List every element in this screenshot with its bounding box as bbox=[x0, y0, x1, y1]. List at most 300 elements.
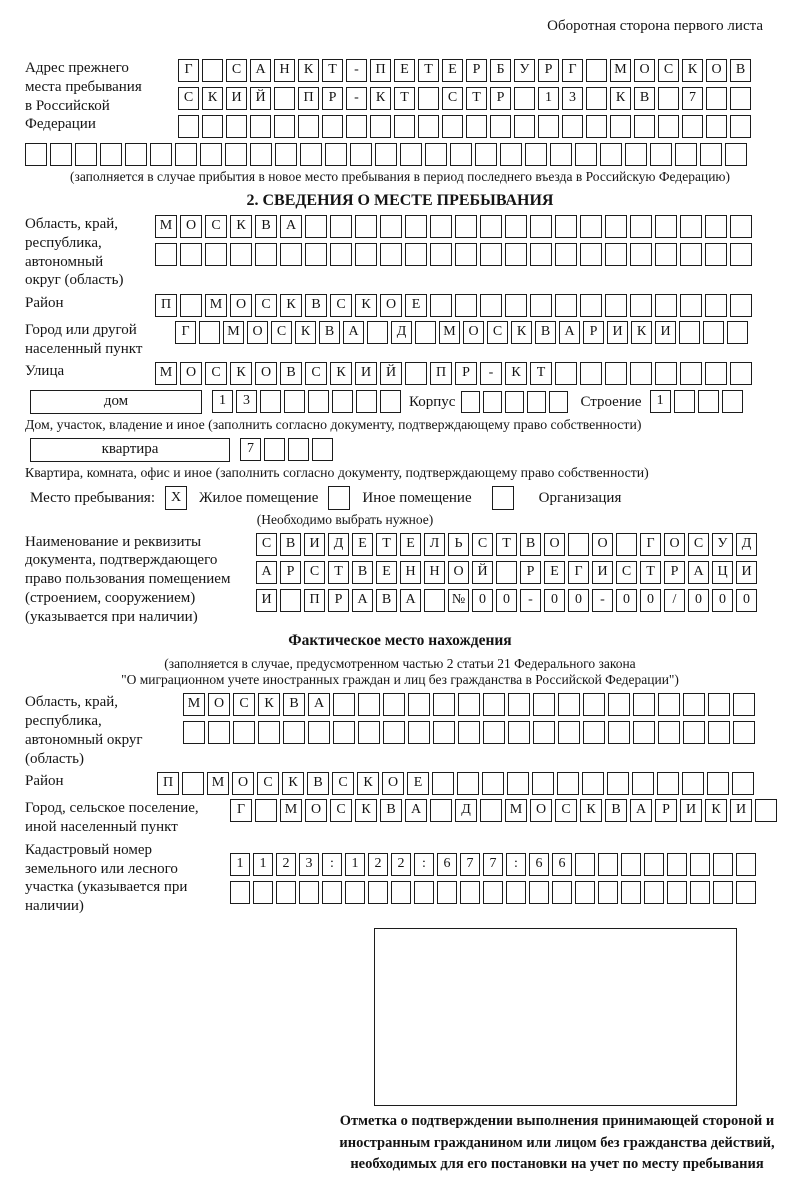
char-cell bbox=[455, 215, 477, 238]
char-cell bbox=[674, 390, 695, 413]
char-cell: 0 bbox=[616, 589, 637, 612]
fact-region-label: Область, край, республика, автономный округ (область) bbox=[25, 694, 143, 767]
char-cell: М bbox=[610, 59, 631, 82]
char-cell: 2 bbox=[368, 853, 388, 876]
char-cell: Т bbox=[322, 59, 343, 82]
char-cell bbox=[568, 533, 589, 556]
char-cell: О bbox=[230, 294, 252, 317]
char-cell bbox=[250, 115, 271, 138]
char-cell: : bbox=[506, 853, 526, 876]
apartment-row bbox=[25, 438, 775, 462]
char-cell: И bbox=[655, 321, 676, 344]
char-cell bbox=[346, 115, 367, 138]
char-cell: А bbox=[308, 693, 330, 716]
document-grid-row-1 bbox=[256, 533, 757, 556]
prev-address-grid-row-1 bbox=[178, 59, 751, 82]
actual-location-note-2: "О миграционном учете иностранных граждан и лиц без гражданства в Российской Федерации") bbox=[121, 672, 679, 688]
char-cell bbox=[705, 243, 727, 266]
char-cell bbox=[274, 87, 295, 110]
char-cell: С bbox=[442, 87, 463, 110]
char-cell bbox=[698, 390, 719, 413]
char-cell: Р bbox=[455, 362, 477, 385]
char-cell bbox=[460, 881, 480, 904]
char-cell bbox=[658, 721, 680, 744]
char-cell bbox=[230, 881, 250, 904]
char-cell bbox=[680, 362, 702, 385]
char-cell bbox=[380, 243, 402, 266]
actual-location-title: Фактическое место нахождения bbox=[288, 632, 512, 650]
char-cell bbox=[527, 391, 546, 413]
char-cell bbox=[621, 881, 641, 904]
char-cell bbox=[482, 772, 504, 795]
char-cell: М bbox=[155, 362, 177, 385]
char-cell bbox=[575, 143, 597, 166]
char-cell bbox=[533, 721, 555, 744]
fact-region-row bbox=[25, 693, 775, 768]
char-cell: Й bbox=[380, 362, 402, 385]
char-cell bbox=[275, 143, 297, 166]
char-cell bbox=[644, 853, 664, 876]
char-cell: П bbox=[157, 772, 179, 795]
prev-address-block bbox=[25, 59, 775, 138]
char-cell bbox=[730, 294, 752, 317]
street-grid bbox=[155, 362, 752, 385]
char-cell: А bbox=[688, 561, 709, 584]
char-cell: И bbox=[736, 561, 757, 584]
char-cell bbox=[657, 772, 679, 795]
char-cell bbox=[455, 294, 477, 317]
char-cell bbox=[582, 772, 604, 795]
char-cell bbox=[430, 243, 452, 266]
char-cell bbox=[437, 881, 457, 904]
char-cell: : bbox=[414, 853, 434, 876]
char-cell bbox=[480, 799, 502, 822]
char-cell: Т bbox=[394, 87, 415, 110]
char-cell: С bbox=[305, 362, 327, 385]
back-side-label: Оборотная сторона первого листа bbox=[547, 18, 763, 34]
char-cell: - bbox=[592, 589, 613, 612]
char-cell bbox=[383, 693, 405, 716]
apartment-name-box: квартира bbox=[30, 438, 230, 462]
char-cell bbox=[480, 243, 502, 266]
char-cell bbox=[733, 693, 755, 716]
char-cell bbox=[391, 881, 411, 904]
char-cell bbox=[608, 693, 630, 716]
char-cell: С bbox=[178, 87, 199, 110]
char-cell bbox=[380, 390, 401, 413]
fact-region-grid-row-2 bbox=[183, 721, 755, 744]
char-cell bbox=[199, 321, 220, 344]
char-cell bbox=[725, 143, 747, 166]
char-cell: 1 bbox=[650, 390, 671, 413]
char-cell: 7 bbox=[483, 853, 503, 876]
char-cell bbox=[557, 772, 579, 795]
prev-address-grid-row-4 bbox=[25, 143, 775, 166]
char-cell: К bbox=[280, 294, 302, 317]
char-cell bbox=[605, 294, 627, 317]
char-cell bbox=[284, 390, 305, 413]
char-cell: № bbox=[448, 589, 469, 612]
char-cell bbox=[325, 143, 347, 166]
char-cell: В bbox=[634, 87, 655, 110]
char-cell: И bbox=[226, 87, 247, 110]
char-cell bbox=[280, 589, 301, 612]
fact-district-row bbox=[25, 772, 775, 795]
char-cell bbox=[260, 390, 281, 413]
char-cell bbox=[312, 438, 333, 461]
char-cell bbox=[530, 294, 552, 317]
char-cell: Р bbox=[490, 87, 511, 110]
char-cell: М bbox=[439, 321, 460, 344]
char-cell bbox=[155, 243, 177, 266]
char-cell bbox=[605, 243, 627, 266]
char-cell bbox=[605, 215, 627, 238]
char-cell bbox=[580, 215, 602, 238]
char-cell bbox=[562, 115, 583, 138]
actual-location-note-1: (заполняется в случае, предусмотренном частью 2 статьи 21 Федерального закона bbox=[164, 656, 636, 672]
char-cell bbox=[180, 294, 202, 317]
char-cell: В bbox=[380, 799, 402, 822]
char-cell: О bbox=[380, 294, 402, 317]
char-cell bbox=[703, 321, 724, 344]
char-cell: О bbox=[634, 59, 655, 82]
char-cell: О bbox=[305, 799, 327, 822]
char-cell bbox=[514, 87, 535, 110]
char-cell: 1 bbox=[230, 853, 250, 876]
char-cell bbox=[345, 881, 365, 904]
char-cell: 1 bbox=[345, 853, 365, 876]
char-cell: В bbox=[520, 533, 541, 556]
char-cell bbox=[727, 321, 748, 344]
char-cell bbox=[583, 693, 605, 716]
char-cell bbox=[575, 881, 595, 904]
char-cell bbox=[675, 143, 697, 166]
char-cell bbox=[332, 390, 353, 413]
char-cell: А bbox=[405, 799, 427, 822]
char-cell bbox=[713, 853, 733, 876]
char-cell bbox=[255, 799, 277, 822]
char-cell: Р bbox=[520, 561, 541, 584]
char-cell: Е bbox=[544, 561, 565, 584]
stay-place-label: Место пребывания: bbox=[30, 489, 155, 506]
char-cell bbox=[506, 881, 526, 904]
stamp-box bbox=[374, 928, 737, 1106]
char-cell bbox=[483, 721, 505, 744]
char-cell bbox=[405, 215, 427, 238]
char-cell bbox=[529, 881, 549, 904]
char-cell bbox=[380, 215, 402, 238]
char-cell bbox=[355, 215, 377, 238]
char-cell: 0 bbox=[736, 589, 757, 612]
char-cell bbox=[555, 215, 577, 238]
char-cell bbox=[708, 693, 730, 716]
char-cell: М bbox=[505, 799, 527, 822]
char-cell: С bbox=[555, 799, 577, 822]
char-cell bbox=[730, 215, 752, 238]
city-label: Город или другой населенный пункт bbox=[25, 322, 143, 357]
char-cell: К bbox=[230, 362, 252, 385]
char-cell bbox=[580, 243, 602, 266]
char-cell bbox=[514, 115, 535, 138]
char-cell: - bbox=[480, 362, 502, 385]
char-cell: С bbox=[487, 321, 508, 344]
char-cell bbox=[621, 853, 641, 876]
stamp-caption: Отметка о подтверждении выполнения принимающей стороной и иностранным гражданином или лицом без гражданства действий, необходимых для его постановки на учет по месту пребывания bbox=[339, 1112, 775, 1173]
char-cell bbox=[598, 853, 618, 876]
char-cell: Д bbox=[391, 321, 412, 344]
other-premises-checkbox bbox=[328, 486, 350, 510]
char-cell bbox=[202, 115, 223, 138]
prev-address-grid-row-2 bbox=[178, 87, 751, 110]
char-cell bbox=[330, 215, 352, 238]
char-cell: К bbox=[330, 362, 352, 385]
char-cell: О bbox=[180, 362, 202, 385]
char-cell: С bbox=[257, 772, 279, 795]
char-cell: 1 bbox=[253, 853, 273, 876]
char-cell bbox=[333, 721, 355, 744]
char-cell bbox=[700, 143, 722, 166]
char-cell bbox=[525, 143, 547, 166]
char-cell: О bbox=[247, 321, 268, 344]
document-block bbox=[25, 533, 775, 627]
char-cell: С bbox=[226, 59, 247, 82]
char-cell bbox=[125, 143, 147, 166]
char-cell bbox=[733, 721, 755, 744]
char-cell: Д bbox=[736, 533, 757, 556]
char-cell bbox=[230, 243, 252, 266]
char-cell bbox=[736, 881, 756, 904]
fact-city-row bbox=[25, 799, 775, 837]
char-cell bbox=[755, 799, 777, 822]
char-cell bbox=[625, 143, 647, 166]
char-cell: Е bbox=[352, 533, 373, 556]
char-cell: 0 bbox=[712, 589, 733, 612]
char-cell bbox=[418, 87, 439, 110]
char-cell bbox=[150, 143, 172, 166]
char-cell: Г bbox=[175, 321, 196, 344]
cadastral-row bbox=[25, 841, 775, 916]
char-cell bbox=[356, 390, 377, 413]
other-premises-option-label: Иное помещение bbox=[362, 489, 472, 506]
char-cell bbox=[736, 853, 756, 876]
house-row bbox=[25, 390, 775, 414]
residential-checkbox: X bbox=[165, 486, 187, 510]
street-label: Улица bbox=[25, 362, 65, 379]
char-cell: С bbox=[205, 215, 227, 238]
char-cell bbox=[608, 721, 630, 744]
char-cell bbox=[350, 143, 372, 166]
char-cell bbox=[299, 881, 319, 904]
char-cell bbox=[233, 721, 255, 744]
char-cell: С bbox=[330, 799, 352, 822]
char-cell: С bbox=[330, 294, 352, 317]
char-cell bbox=[655, 294, 677, 317]
char-cell bbox=[658, 115, 679, 138]
prev-address-grids bbox=[178, 59, 751, 138]
char-cell bbox=[408, 693, 430, 716]
char-cell bbox=[610, 115, 631, 138]
char-cell bbox=[505, 215, 527, 238]
char-cell bbox=[586, 87, 607, 110]
document-grid-row-3 bbox=[256, 589, 757, 612]
char-cell: С bbox=[658, 59, 679, 82]
char-cell: К bbox=[298, 59, 319, 82]
char-cell bbox=[683, 693, 705, 716]
char-cell bbox=[414, 881, 434, 904]
char-cell bbox=[258, 721, 280, 744]
char-cell: С bbox=[472, 533, 493, 556]
char-cell: Д bbox=[328, 533, 349, 556]
char-cell: В bbox=[730, 59, 751, 82]
char-cell bbox=[730, 243, 752, 266]
char-cell: Г bbox=[230, 799, 252, 822]
char-cell bbox=[333, 693, 355, 716]
char-cell: Т bbox=[530, 362, 552, 385]
char-cell: Г bbox=[568, 561, 589, 584]
char-cell bbox=[555, 362, 577, 385]
stroenie-grid bbox=[650, 390, 743, 413]
district-row bbox=[25, 294, 775, 317]
char-cell bbox=[305, 243, 327, 266]
char-cell: Р bbox=[466, 59, 487, 82]
char-cell: 3 bbox=[299, 853, 319, 876]
char-cell bbox=[607, 772, 629, 795]
char-cell: Н bbox=[424, 561, 445, 584]
stay-place-row bbox=[25, 486, 775, 510]
char-cell bbox=[355, 243, 377, 266]
char-cell bbox=[264, 438, 285, 461]
char-cell bbox=[490, 115, 511, 138]
char-cell bbox=[555, 294, 577, 317]
char-cell: 3 bbox=[562, 87, 583, 110]
char-cell: Д bbox=[455, 799, 477, 822]
char-cell: - bbox=[520, 589, 541, 612]
char-cell: А bbox=[400, 589, 421, 612]
stay-place-note: (Необходимо выбрать нужное) bbox=[256, 511, 434, 527]
char-cell: 6 bbox=[437, 853, 457, 876]
char-cell bbox=[375, 143, 397, 166]
fact-city-label: Город, сельское поселение, иной населенный пункт bbox=[25, 800, 199, 835]
street-row bbox=[25, 362, 775, 385]
char-cell bbox=[367, 321, 388, 344]
char-cell: М bbox=[205, 294, 227, 317]
char-cell bbox=[705, 215, 727, 238]
char-cell bbox=[658, 87, 679, 110]
char-cell bbox=[276, 881, 296, 904]
fact-district-grid bbox=[157, 772, 754, 795]
char-cell: 2 bbox=[391, 853, 411, 876]
char-cell bbox=[605, 362, 627, 385]
char-cell: П bbox=[155, 294, 177, 317]
char-cell bbox=[552, 881, 572, 904]
char-cell: К bbox=[580, 799, 602, 822]
char-cell bbox=[508, 721, 530, 744]
char-cell bbox=[575, 853, 595, 876]
char-cell bbox=[705, 362, 727, 385]
korpus-label: Корпус bbox=[409, 393, 456, 410]
char-cell: 2 bbox=[276, 853, 296, 876]
char-cell bbox=[680, 215, 702, 238]
char-cell bbox=[505, 243, 527, 266]
cadastral-label: Кадастровый номер земельного или лесного участка (указывается при наличии) bbox=[25, 841, 188, 914]
char-cell: А bbox=[250, 59, 271, 82]
char-cell bbox=[538, 115, 559, 138]
char-cell: Е bbox=[394, 59, 415, 82]
char-cell bbox=[75, 143, 97, 166]
char-cell: И bbox=[355, 362, 377, 385]
char-cell bbox=[705, 294, 727, 317]
organization-checkbox bbox=[492, 486, 514, 510]
cadastral-grid-row-2 bbox=[230, 881, 756, 904]
char-cell: А bbox=[630, 799, 652, 822]
char-cell: Е bbox=[376, 561, 397, 584]
char-cell: Р bbox=[583, 321, 604, 344]
char-cell: К bbox=[258, 693, 280, 716]
char-cell: С bbox=[688, 533, 709, 556]
char-cell: Б bbox=[490, 59, 511, 82]
char-cell: О bbox=[448, 561, 469, 584]
char-cell: К bbox=[355, 294, 377, 317]
char-cell: О bbox=[208, 693, 230, 716]
char-cell: О bbox=[544, 533, 565, 556]
char-cell: К bbox=[202, 87, 223, 110]
char-cell bbox=[658, 693, 680, 716]
city-row bbox=[25, 321, 775, 359]
char-cell: Т bbox=[466, 87, 487, 110]
fact-city-grid bbox=[230, 799, 777, 822]
char-cell: А bbox=[352, 589, 373, 612]
char-cell bbox=[655, 243, 677, 266]
char-cell bbox=[505, 391, 524, 413]
char-cell: Н bbox=[400, 561, 421, 584]
char-cell: О bbox=[232, 772, 254, 795]
char-cell: А bbox=[280, 215, 302, 238]
char-cell: М bbox=[155, 215, 177, 238]
char-cell bbox=[298, 115, 319, 138]
char-cell: И bbox=[607, 321, 628, 344]
char-cell bbox=[25, 143, 47, 166]
char-cell bbox=[425, 143, 447, 166]
char-cell: В bbox=[376, 589, 397, 612]
char-cell: И bbox=[256, 589, 277, 612]
char-cell bbox=[250, 143, 272, 166]
char-cell: С bbox=[332, 772, 354, 795]
char-cell bbox=[405, 362, 427, 385]
char-cell bbox=[655, 362, 677, 385]
char-cell bbox=[580, 294, 602, 317]
apartment-note: Квартира, комната, офис и иное (заполнить согласно документу, подтверждающему право собственности) bbox=[25, 464, 649, 480]
char-cell: К bbox=[631, 321, 652, 344]
char-cell: 6 bbox=[552, 853, 572, 876]
prev-address-grid-row-3 bbox=[178, 115, 751, 138]
char-cell bbox=[300, 143, 322, 166]
char-cell bbox=[600, 143, 622, 166]
char-cell bbox=[713, 881, 733, 904]
cadastral-grid-row-1 bbox=[230, 853, 756, 876]
char-cell: А bbox=[559, 321, 580, 344]
char-cell: Р bbox=[655, 799, 677, 822]
char-cell: Ь bbox=[448, 533, 469, 556]
char-cell bbox=[280, 243, 302, 266]
char-cell bbox=[466, 115, 487, 138]
char-cell bbox=[430, 799, 452, 822]
char-cell: С bbox=[304, 561, 325, 584]
char-cell: С bbox=[256, 533, 277, 556]
char-cell: А bbox=[343, 321, 364, 344]
char-cell: 0 bbox=[688, 589, 709, 612]
char-cell bbox=[100, 143, 122, 166]
char-cell bbox=[200, 143, 222, 166]
